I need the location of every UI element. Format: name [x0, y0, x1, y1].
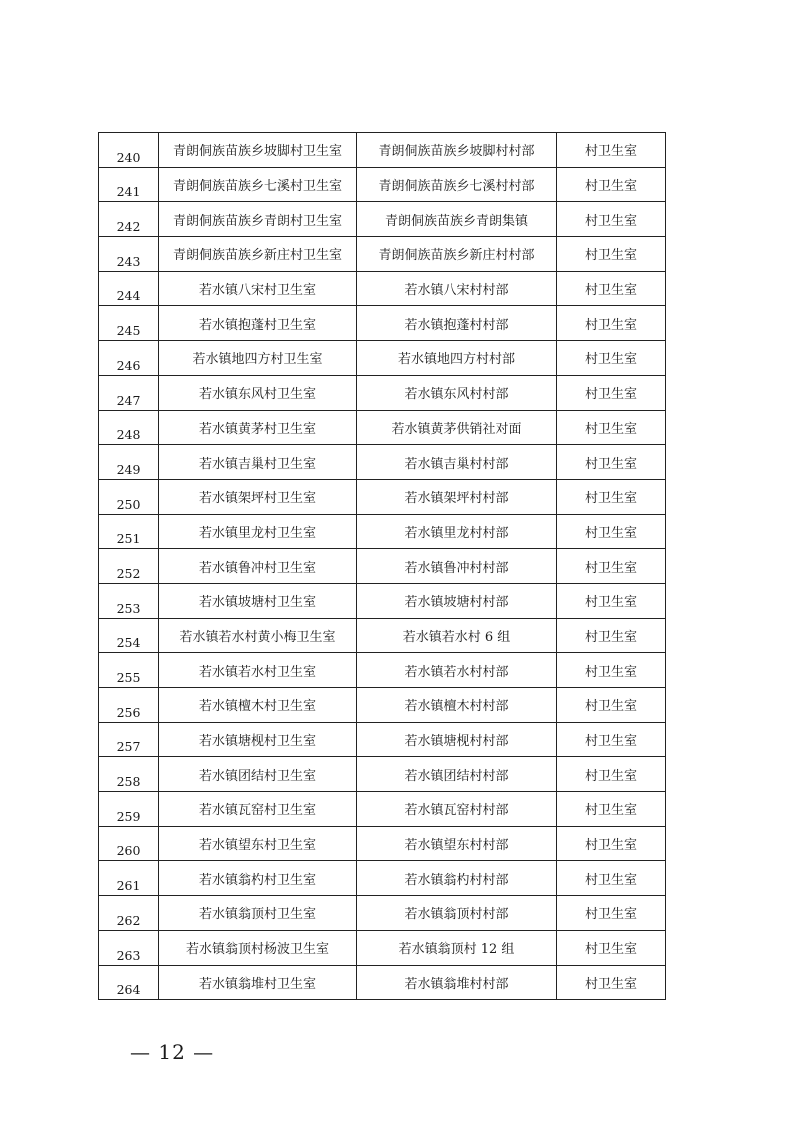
clinic-name-cell: 若水镇望东村卫生室	[159, 826, 357, 861]
table-row	[99, 861, 666, 896]
clinic-type-cell: 村卫生室	[557, 757, 666, 792]
row-number-cell: 243	[99, 237, 159, 272]
clinic-name-cell: 若水镇抱蓬村卫生室	[159, 306, 357, 341]
clinic-type-cell: 村卫生室	[557, 653, 666, 688]
table-row	[99, 688, 666, 723]
clinic-name-cell: 若水镇吉巢村卫生室	[159, 445, 357, 480]
clinic-type-cell: 村卫生室	[557, 583, 666, 618]
clinic-name-cell: 若水镇里龙村卫生室	[159, 514, 357, 549]
clinic-address-cell: 若水镇架坪村村部	[357, 479, 557, 514]
clinic-name-cell: 青朗侗族苗族乡坡脚村卫生室	[159, 133, 357, 168]
table-row	[99, 965, 666, 1000]
table-row	[99, 202, 666, 237]
table-row	[99, 722, 666, 757]
clinic-address-cell: 若水镇团结村村部	[357, 757, 557, 792]
clinic-name-cell: 青朗侗族苗族乡青朗村卫生室	[159, 202, 357, 237]
clinic-type-cell: 村卫生室	[557, 549, 666, 584]
table-row	[99, 618, 666, 653]
table-row	[99, 306, 666, 341]
row-number-cell: 241	[99, 167, 159, 202]
clinic-name-cell: 若水镇坡塘村卫生室	[159, 583, 357, 618]
table-row	[99, 514, 666, 549]
table-row	[99, 653, 666, 688]
clinic-name-cell: 若水镇檀木村卫生室	[159, 688, 357, 723]
clinic-name-cell: 青朗侗族苗族乡新庄村卫生室	[159, 237, 357, 272]
clinic-address-cell: 若水镇塘枧村村部	[357, 722, 557, 757]
clinic-type-cell: 村卫生室	[557, 514, 666, 549]
clinic-type-cell: 村卫生室	[557, 479, 666, 514]
table-row	[99, 826, 666, 861]
clinic-name-cell: 若水镇塘枧村卫生室	[159, 722, 357, 757]
clinic-name-cell: 若水镇瓦窑村卫生室	[159, 792, 357, 827]
clinic-name-cell: 若水镇翁杓村卫生室	[159, 861, 357, 896]
clinic-name-cell: 若水镇八宋村卫生室	[159, 271, 357, 306]
clinic-address-cell: 若水镇地四方村村部	[357, 341, 557, 376]
table-row	[99, 167, 666, 202]
row-number-cell: 247	[99, 375, 159, 410]
row-number-cell: 251	[99, 514, 159, 549]
row-number-cell: 240	[99, 133, 159, 168]
clinic-address-cell: 若水镇望东村村部	[357, 826, 557, 861]
clinic-type-cell: 村卫生室	[557, 202, 666, 237]
clinic-type-cell: 村卫生室	[557, 688, 666, 723]
table-row	[99, 479, 666, 514]
table-row	[99, 549, 666, 584]
row-number-cell: 248	[99, 410, 159, 445]
row-number-cell: 242	[99, 202, 159, 237]
table-row	[99, 341, 666, 376]
clinic-address-cell: 青朗侗族苗族乡青朗集镇	[357, 202, 557, 237]
row-number-cell: 252	[99, 549, 159, 584]
table-row	[99, 375, 666, 410]
clinic-type-cell: 村卫生室	[557, 930, 666, 965]
clinic-name-cell: 若水镇翁堆村卫生室	[159, 965, 357, 1000]
row-number-cell: 264	[99, 965, 159, 1000]
clinic-address-cell: 若水镇黄茅供销社对面	[357, 410, 557, 445]
table-row	[99, 757, 666, 792]
clinic-name-cell: 若水镇若水村黄小梅卫生室	[159, 618, 357, 653]
row-number-cell: 257	[99, 722, 159, 757]
clinic-address-cell: 若水镇翁顶村村部	[357, 896, 557, 931]
clinic-type-cell: 村卫生室	[557, 965, 666, 1000]
table-row	[99, 133, 666, 168]
clinic-address-cell: 若水镇瓦窑村村部	[357, 792, 557, 827]
clinic-address-cell: 若水镇若水村 6 组	[357, 618, 557, 653]
table-row	[99, 445, 666, 480]
row-number-cell: 250	[99, 479, 159, 514]
clinic-type-cell: 村卫生室	[557, 237, 666, 272]
clinic-type-cell: 村卫生室	[557, 167, 666, 202]
row-number-cell: 261	[99, 861, 159, 896]
clinic-name-cell: 若水镇地四方村卫生室	[159, 341, 357, 376]
clinic-type-cell: 村卫生室	[557, 306, 666, 341]
table-row	[99, 930, 666, 965]
table-row	[99, 410, 666, 445]
clinic-type-cell: 村卫生室	[557, 861, 666, 896]
clinic-type-cell: 村卫生室	[557, 410, 666, 445]
clinic-name-cell: 青朗侗族苗族乡七溪村卫生室	[159, 167, 357, 202]
clinic-address-cell: 若水镇吉巢村村部	[357, 445, 557, 480]
row-number-cell: 260	[99, 826, 159, 861]
clinic-type-cell: 村卫生室	[557, 826, 666, 861]
clinic-address-cell: 若水镇东风村村部	[357, 375, 557, 410]
row-number-cell: 254	[99, 618, 159, 653]
clinic-address-cell: 青朗侗族苗族乡七溪村村部	[357, 167, 557, 202]
row-number-cell: 245	[99, 306, 159, 341]
clinic-type-cell: 村卫生室	[557, 618, 666, 653]
clinic-table-body	[99, 133, 666, 1000]
clinic-type-cell: 村卫生室	[557, 375, 666, 410]
clinic-address-cell: 若水镇里龙村村部	[357, 514, 557, 549]
row-number-cell: 244	[99, 271, 159, 306]
row-number-cell: 249	[99, 445, 159, 480]
clinic-address-cell: 若水镇翁堆村村部	[357, 965, 557, 1000]
clinic-address-cell: 若水镇翁杓村村部	[357, 861, 557, 896]
row-number-cell: 255	[99, 653, 159, 688]
clinic-type-cell: 村卫生室	[557, 271, 666, 306]
row-number-cell: 262	[99, 896, 159, 931]
row-number-cell: 263	[99, 930, 159, 965]
table-row	[99, 237, 666, 272]
clinic-name-cell: 若水镇架坪村卫生室	[159, 479, 357, 514]
clinic-name-cell: 若水镇东风村卫生室	[159, 375, 357, 410]
clinic-type-cell: 村卫生室	[557, 792, 666, 827]
clinic-address-cell: 青朗侗族苗族乡坡脚村村部	[357, 133, 557, 168]
clinic-type-cell: 村卫生室	[557, 341, 666, 376]
table-row	[99, 896, 666, 931]
clinic-type-cell: 村卫生室	[557, 722, 666, 757]
clinic-address-cell: 若水镇八宋村村部	[357, 271, 557, 306]
row-number-cell: 258	[99, 757, 159, 792]
clinic-address-cell: 若水镇若水村村部	[357, 653, 557, 688]
clinic-type-cell: 村卫生室	[557, 133, 666, 168]
table-row	[99, 792, 666, 827]
clinic-address-cell: 青朗侗族苗族乡新庄村村部	[357, 237, 557, 272]
table-row	[99, 271, 666, 306]
clinic-name-cell: 若水镇翁顶村卫生室	[159, 896, 357, 931]
row-number-cell: 246	[99, 341, 159, 376]
clinic-name-cell: 若水镇团结村卫生室	[159, 757, 357, 792]
clinic-address-cell: 若水镇坡塘村村部	[357, 583, 557, 618]
clinic-name-cell: 若水镇黄茅村卫生室	[159, 410, 357, 445]
table-row	[99, 583, 666, 618]
page-number: — 12 —	[130, 1040, 215, 1064]
clinic-type-cell: 村卫生室	[557, 445, 666, 480]
clinic-address-cell: 若水镇鲁冲村村部	[357, 549, 557, 584]
clinic-address-cell: 若水镇抱蓬村村部	[357, 306, 557, 341]
row-number-cell: 259	[99, 792, 159, 827]
clinic-name-cell: 若水镇鲁冲村卫生室	[159, 549, 357, 584]
clinic-type-cell: 村卫生室	[557, 896, 666, 931]
clinic-name-cell: 若水镇若水村卫生室	[159, 653, 357, 688]
clinic-address-cell: 若水镇檀木村村部	[357, 688, 557, 723]
clinic-address-cell: 若水镇翁顶村 12 组	[357, 930, 557, 965]
clinic-name-cell: 若水镇翁顶村杨波卫生室	[159, 930, 357, 965]
row-number-cell: 256	[99, 688, 159, 723]
clinic-table	[98, 132, 666, 1000]
row-number-cell: 253	[99, 583, 159, 618]
